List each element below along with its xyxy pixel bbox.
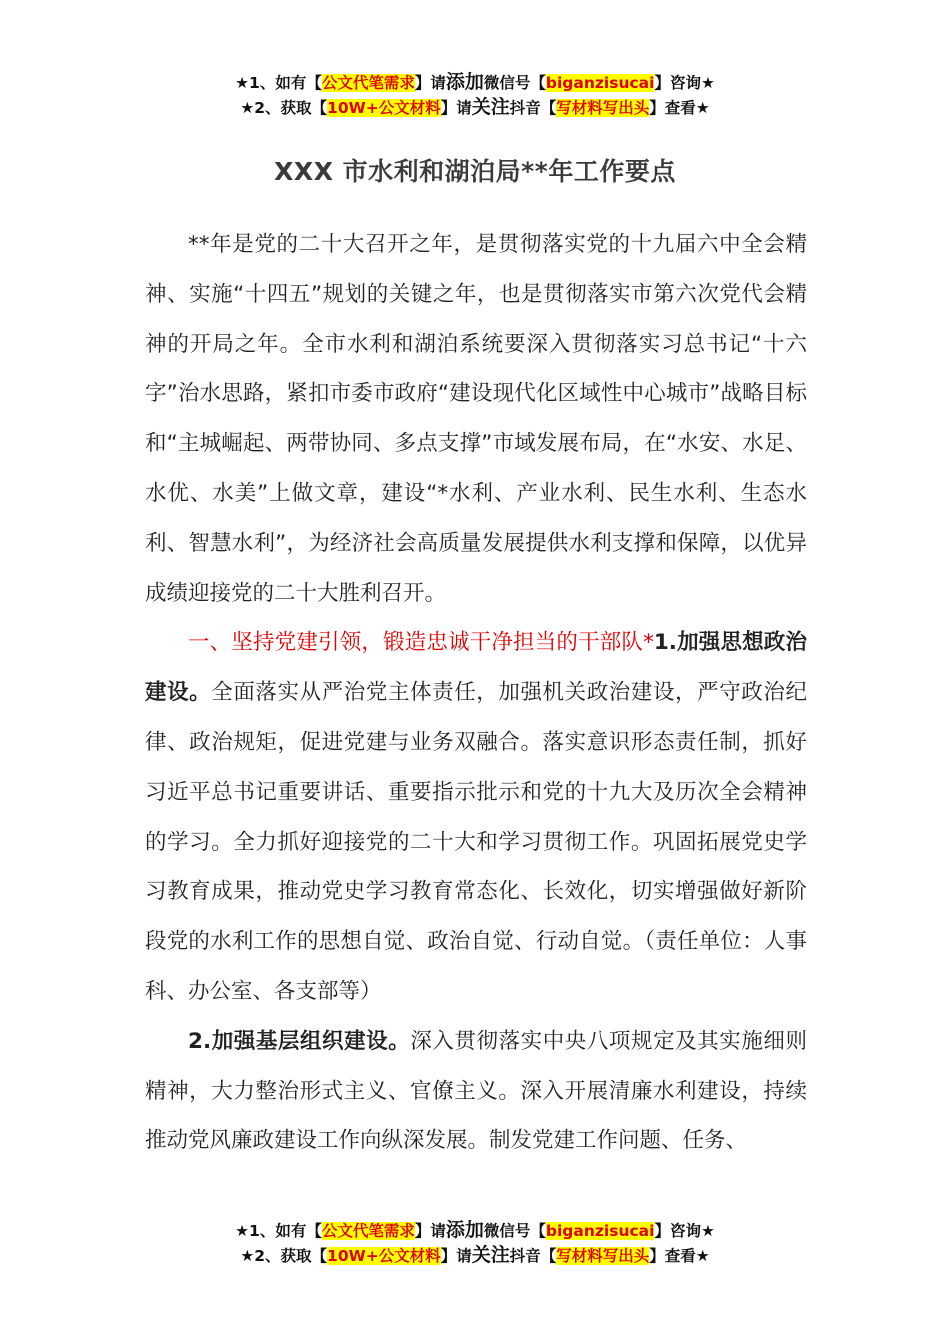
star-icon: ★ xyxy=(235,74,250,92)
banner-line-2: ★2、获取【10W+公文材料】请关注抖音【写材料写出头】查看★ xyxy=(240,1244,710,1266)
highlight-douyin: 写材料写出头 xyxy=(556,1247,650,1265)
document-title: XXX 市水利和湖泊局**年工作要点 xyxy=(274,157,676,186)
footer-banner xyxy=(0,1218,950,1268)
highlight-wechat-id: biganzisucai xyxy=(545,1222,655,1240)
banner-line-1: ★1、如有【公文代笔需求】请添加微信号【biganzisucai】咨询★ xyxy=(235,71,715,93)
item-2-text: 深入贯彻落实中央八项规定及其实施细则精神，大力整治形式主义、官僚主义。深入开展清廉水利建设，持续推动党风廉政建设工作向纵深发展。制发党建工作问题、任务、 xyxy=(145,1028,807,1154)
section-heading: 一、坚持党建引领，锻造忠诚干净担当的干部队* xyxy=(188,630,654,656)
item-2-heading: 2.加强基层组织建设。 xyxy=(188,1028,411,1054)
section-1-paragraph xyxy=(145,618,807,1016)
item-2-paragraph xyxy=(145,1017,807,1166)
banner-line-1: ★1、如有【公文代笔需求】请添加微信号【biganzisucai】咨询★ xyxy=(235,1219,715,1241)
highlight-materials: 10W+公文材料 xyxy=(327,1247,441,1265)
highlight-douyin: 写材料写出头 xyxy=(556,99,650,117)
star-icon: ★ xyxy=(240,1247,255,1265)
document-body xyxy=(145,220,807,1166)
star-icon: ★ xyxy=(235,1222,250,1240)
banner-line-2: ★2、获取【10W+公文材料】请关注抖音【写材料写出头】查看★ xyxy=(240,96,710,118)
star-icon: ★ xyxy=(240,99,255,117)
intro-paragraph: **年是党的二十大召开之年，是贯彻落实党的十九届六中全会精神、实施“十四五”规划的关键之年，也是贯彻落实市第六次党代会精神的开局之年。全市水利和湖泊系统要深入贯彻落实习总书记“十六字”治水思路，紧扣市委市政府“建设现代化区域性中心城市”战略目标和“主城崛起、两带协同、多点支撑”市域发展布局，在“水安、水足、水优、水美”上做文章，建设“*水利、产业水利、民生水利、生态水利、智慧水利”，为经济社会高质量发展提供水利支撑和保障，以优异成绩迎接党的二十大胜利召开。 xyxy=(145,232,807,606)
highlight-wechat-id: biganzisucai xyxy=(545,74,655,92)
header-banner xyxy=(0,70,950,120)
highlight-service: 公文代笔需求 xyxy=(321,1222,415,1240)
highlight-materials: 10W+公文材料 xyxy=(327,99,441,117)
item-1-text: 全面落实从严治党主体责任，加强机关政治建设，严守政治纪律、政治规矩，促进党建与业务双融合。落实意识形态责任制，抓好习近平总书记重要讲话、重要指示批示和党的十九大及历次全会精神的学习。全力抓好迎接党的二十大和学习贯彻工作。巩固拓展党史学习教育成果，推动党史学习教育常态化、长效化，切实增强做好新阶段党的水利工作的思想自觉、政治自觉、行动自觉。（责任单位：人事科、办公室、各支部等） xyxy=(145,680,807,1004)
item-1-heading: 1.加强思想政治建设。 xyxy=(145,630,807,706)
highlight-service: 公文代笔需求 xyxy=(321,74,415,92)
